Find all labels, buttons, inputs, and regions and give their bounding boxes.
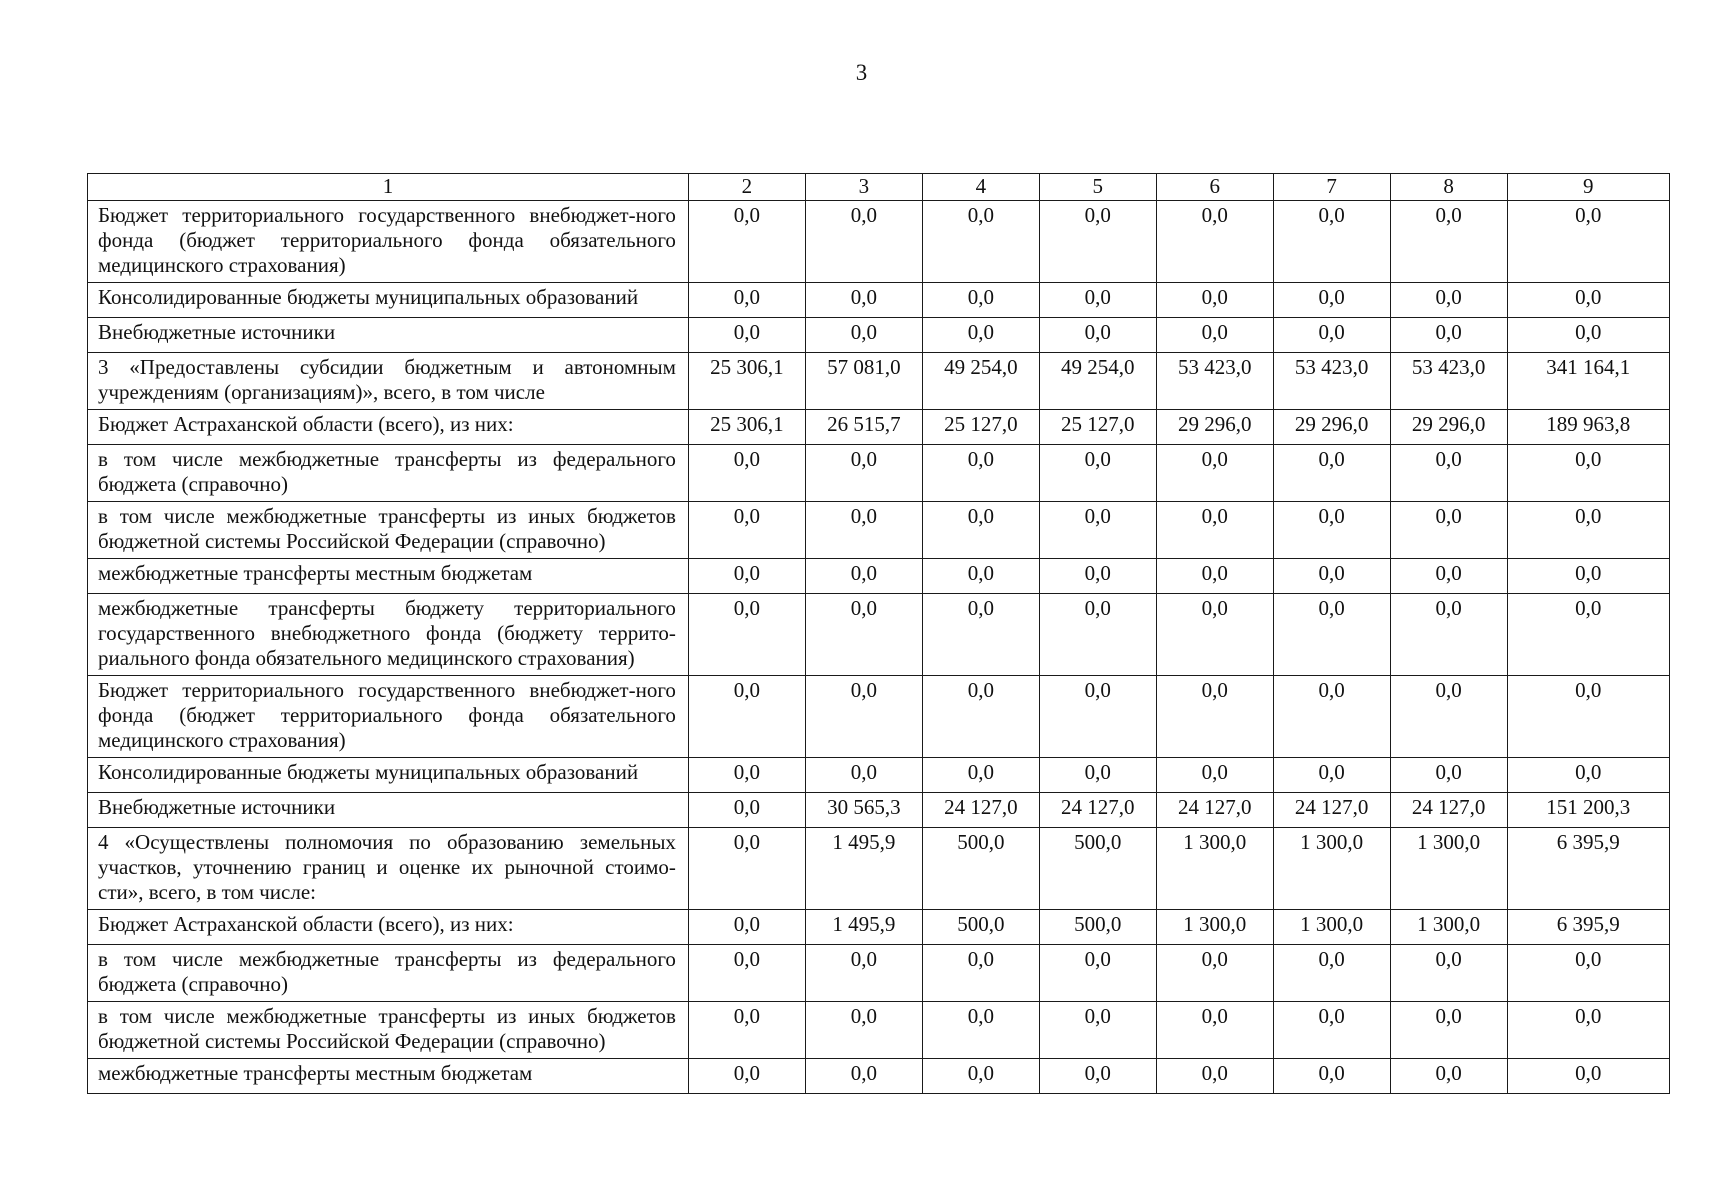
value-cell: 0,0	[1390, 318, 1507, 353]
value-cell: 0,0	[1039, 945, 1156, 1002]
value-cell: 0,0	[805, 283, 922, 318]
value-cell: 0,0	[1039, 502, 1156, 559]
value-cell: 1 495,9	[805, 910, 922, 945]
value-cell: 0,0	[1390, 201, 1507, 283]
value-cell: 0,0	[688, 502, 805, 559]
value-cell: 0,0	[1156, 201, 1273, 283]
value-cell: 0,0	[1507, 283, 1669, 318]
value-cell: 500,0	[922, 910, 1039, 945]
value-cell: 0,0	[1156, 1002, 1273, 1059]
value-cell: 0,0	[1507, 945, 1669, 1002]
table-row	[88, 793, 1670, 828]
row-label: в том числе межбюджетные трансферты из федерального бюджета (справочно)	[88, 945, 689, 1002]
table-row	[88, 676, 1670, 758]
value-cell: 0,0	[1273, 283, 1390, 318]
page-number: 3	[855, 60, 868, 85]
table-body	[88, 201, 1670, 1094]
value-cell: 0,0	[1156, 318, 1273, 353]
value-cell: 0,0	[1273, 758, 1390, 793]
value-cell: 0,0	[1507, 758, 1669, 793]
value-cell: 57 081,0	[805, 353, 922, 410]
value-cell: 0,0	[688, 201, 805, 283]
value-cell: 0,0	[1390, 559, 1507, 594]
value-cell: 0,0	[1507, 559, 1669, 594]
value-cell: 25 306,1	[688, 410, 805, 445]
column-header: 1	[88, 174, 689, 201]
value-cell: 0,0	[805, 676, 922, 758]
value-cell: 26 515,7	[805, 410, 922, 445]
column-header: 7	[1273, 174, 1390, 201]
value-cell: 0,0	[805, 945, 922, 1002]
value-cell: 53 423,0	[1273, 353, 1390, 410]
row-label: Консолидированные бюджеты муниципальных образований	[88, 758, 689, 793]
row-label: Консолидированные бюджеты муниципальных образований	[88, 283, 689, 318]
value-cell: 0,0	[1390, 283, 1507, 318]
row-label: межбюджетные трансферты местным бюджетам	[88, 1059, 689, 1094]
value-cell: 0,0	[688, 793, 805, 828]
value-cell: 0,0	[1156, 945, 1273, 1002]
value-cell: 0,0	[1390, 502, 1507, 559]
value-cell: 151 200,3	[1507, 793, 1669, 828]
value-cell: 0,0	[688, 1002, 805, 1059]
value-cell: 0,0	[922, 1002, 1039, 1059]
table-row	[88, 559, 1670, 594]
value-cell: 0,0	[1507, 594, 1669, 676]
value-cell: 0,0	[1507, 1002, 1669, 1059]
value-cell: 0,0	[805, 559, 922, 594]
row-label: в том числе межбюджетные трансферты из иных бюджетов бюджетной системы Российской Федерации (справочно)	[88, 502, 689, 559]
value-cell: 0,0	[688, 559, 805, 594]
row-label: Внебюджетные источники	[88, 793, 689, 828]
value-cell: 0,0	[1273, 594, 1390, 676]
value-cell: 0,0	[922, 758, 1039, 793]
value-cell: 0,0	[1273, 445, 1390, 502]
value-cell: 500,0	[1039, 828, 1156, 910]
value-cell: 0,0	[688, 910, 805, 945]
value-cell: 0,0	[1273, 1002, 1390, 1059]
table-row	[88, 594, 1670, 676]
value-cell: 49 254,0	[1039, 353, 1156, 410]
value-cell: 0,0	[688, 283, 805, 318]
row-label: в том числе межбюджетные трансферты из федерального бюджета (справочно)	[88, 445, 689, 502]
table-row	[88, 758, 1670, 793]
value-cell: 24 127,0	[1039, 793, 1156, 828]
value-cell: 0,0	[1390, 758, 1507, 793]
value-cell: 0,0	[805, 445, 922, 502]
value-cell: 0,0	[1507, 676, 1669, 758]
budget-table	[87, 173, 1670, 1094]
value-cell: 0,0	[1507, 445, 1669, 502]
value-cell: 0,0	[1390, 1059, 1507, 1094]
value-cell: 24 127,0	[922, 793, 1039, 828]
value-cell: 0,0	[1273, 559, 1390, 594]
value-cell: 29 296,0	[1273, 410, 1390, 445]
row-label: в том числе межбюджетные трансферты из иных бюджетов бюджетной системы Российской Федерации (справочно)	[88, 1002, 689, 1059]
row-label: Бюджет Астраханской области (всего), из них:	[88, 410, 689, 445]
value-cell: 0,0	[922, 945, 1039, 1002]
value-cell: 0,0	[805, 318, 922, 353]
value-cell: 0,0	[922, 1059, 1039, 1094]
value-cell: 1 300,0	[1390, 910, 1507, 945]
value-cell: 1 300,0	[1156, 828, 1273, 910]
value-cell: 0,0	[1507, 201, 1669, 283]
value-cell: 0,0	[688, 594, 805, 676]
value-cell: 1 300,0	[1273, 910, 1390, 945]
row-label: межбюджетные трансферты местным бюджетам	[88, 559, 689, 594]
value-cell: 0,0	[805, 502, 922, 559]
value-cell: 0,0	[1156, 676, 1273, 758]
value-cell: 0,0	[922, 445, 1039, 502]
value-cell: 0,0	[1156, 502, 1273, 559]
value-cell: 0,0	[1390, 594, 1507, 676]
row-label: Бюджет территориального государственного внебюджет-ного фонда (бюджет территориального фонда обязательного медицинского страхования)	[88, 676, 689, 758]
value-cell: 0,0	[1039, 676, 1156, 758]
value-cell: 6 395,9	[1507, 828, 1669, 910]
table-row	[88, 445, 1670, 502]
value-cell: 6 395,9	[1507, 910, 1669, 945]
value-cell: 0,0	[1273, 318, 1390, 353]
value-cell: 0,0	[1273, 945, 1390, 1002]
value-cell: 1 300,0	[1273, 828, 1390, 910]
value-cell: 500,0	[922, 828, 1039, 910]
value-cell: 29 296,0	[1156, 410, 1273, 445]
value-cell: 0,0	[1039, 758, 1156, 793]
value-cell: 0,0	[1156, 559, 1273, 594]
value-cell: 0,0	[688, 1059, 805, 1094]
value-cell: 0,0	[688, 445, 805, 502]
value-cell: 53 423,0	[1156, 353, 1273, 410]
column-header: 8	[1390, 174, 1507, 201]
header-row	[88, 174, 1670, 201]
row-label: межбюджетные трансферты бюджету территориального государственного внебюджетного фонда (бюджету террито-риального фонда обязательного медицинского страхования)	[88, 594, 689, 676]
row-label: Внебюджетные источники	[88, 318, 689, 353]
table-row	[88, 1059, 1670, 1094]
value-cell: 0,0	[922, 676, 1039, 758]
table-row	[88, 283, 1670, 318]
table-row	[88, 353, 1670, 410]
value-cell: 29 296,0	[1390, 410, 1507, 445]
column-header: 4	[922, 174, 1039, 201]
value-cell: 0,0	[1390, 676, 1507, 758]
column-header: 9	[1507, 174, 1669, 201]
value-cell: 0,0	[1039, 594, 1156, 676]
row-label: Бюджет Астраханской области (всего), из них:	[88, 910, 689, 945]
value-cell: 500,0	[1039, 910, 1156, 945]
value-cell: 53 423,0	[1390, 353, 1507, 410]
value-cell: 0,0	[1273, 201, 1390, 283]
value-cell: 24 127,0	[1273, 793, 1390, 828]
value-cell: 0,0	[1156, 594, 1273, 676]
row-label: 3 «Предоставлены субсидии бюджетным и автономным учреждениям (организациям)», всего, в том числе	[88, 353, 689, 410]
value-cell: 1 300,0	[1390, 828, 1507, 910]
table-row	[88, 201, 1670, 283]
value-cell: 0,0	[1039, 1059, 1156, 1094]
table-row	[88, 502, 1670, 559]
value-cell: 0,0	[688, 758, 805, 793]
value-cell: 0,0	[922, 201, 1039, 283]
value-cell: 0,0	[922, 594, 1039, 676]
value-cell: 0,0	[805, 201, 922, 283]
value-cell: 0,0	[1039, 445, 1156, 502]
row-label: 4 «Осуществлены полномочия по образованию земельных участков, уточнению границ и оценке их рыночной стоимо-сти», всего, в том числе:	[88, 828, 689, 910]
column-header: 5	[1039, 174, 1156, 201]
value-cell: 0,0	[1273, 1059, 1390, 1094]
value-cell: 0,0	[1390, 1002, 1507, 1059]
value-cell: 0,0	[1273, 502, 1390, 559]
value-cell: 0,0	[1039, 559, 1156, 594]
value-cell: 0,0	[1390, 945, 1507, 1002]
value-cell: 0,0	[922, 283, 1039, 318]
value-cell: 0,0	[1039, 318, 1156, 353]
column-header: 3	[805, 174, 922, 201]
value-cell: 0,0	[1156, 283, 1273, 318]
value-cell: 25 306,1	[688, 353, 805, 410]
value-cell: 1 495,9	[805, 828, 922, 910]
value-cell: 0,0	[922, 559, 1039, 594]
value-cell: 0,0	[688, 945, 805, 1002]
value-cell: 0,0	[688, 318, 805, 353]
value-cell: 0,0	[1507, 1059, 1669, 1094]
value-cell: 0,0	[688, 676, 805, 758]
value-cell: 0,0	[805, 1059, 922, 1094]
table-row	[88, 1002, 1670, 1059]
value-cell: 30 565,3	[805, 793, 922, 828]
value-cell: 0,0	[805, 758, 922, 793]
value-cell: 0,0	[805, 594, 922, 676]
value-cell: 0,0	[688, 828, 805, 910]
value-cell: 0,0	[805, 1002, 922, 1059]
value-cell: 0,0	[1156, 758, 1273, 793]
value-cell: 49 254,0	[922, 353, 1039, 410]
value-cell: 0,0	[1156, 445, 1273, 502]
value-cell: 0,0	[1507, 318, 1669, 353]
column-header: 6	[1156, 174, 1273, 201]
column-header: 2	[688, 174, 805, 201]
value-cell: 0,0	[922, 318, 1039, 353]
table-row	[88, 945, 1670, 1002]
table-row	[88, 828, 1670, 910]
value-cell: 25 127,0	[922, 410, 1039, 445]
value-cell: 0,0	[1390, 445, 1507, 502]
value-cell: 24 127,0	[1390, 793, 1507, 828]
value-cell: 189 963,8	[1507, 410, 1669, 445]
value-cell: 341 164,1	[1507, 353, 1669, 410]
value-cell: 0,0	[1507, 502, 1669, 559]
value-cell: 0,0	[1156, 1059, 1273, 1094]
value-cell: 25 127,0	[1039, 410, 1156, 445]
value-cell: 0,0	[1039, 1002, 1156, 1059]
table-row	[88, 410, 1670, 445]
value-cell: 0,0	[1039, 283, 1156, 318]
row-label: Бюджет территориального государственного внебюджет-ного фонда (бюджет территориального фонда обязательного медицинского страхования)	[88, 201, 689, 283]
value-cell: 1 300,0	[1156, 910, 1273, 945]
value-cell: 0,0	[922, 502, 1039, 559]
value-cell: 24 127,0	[1156, 793, 1273, 828]
value-cell: 0,0	[1039, 201, 1156, 283]
value-cell: 0,0	[1273, 676, 1390, 758]
table-row	[88, 910, 1670, 945]
table-row	[88, 318, 1670, 353]
